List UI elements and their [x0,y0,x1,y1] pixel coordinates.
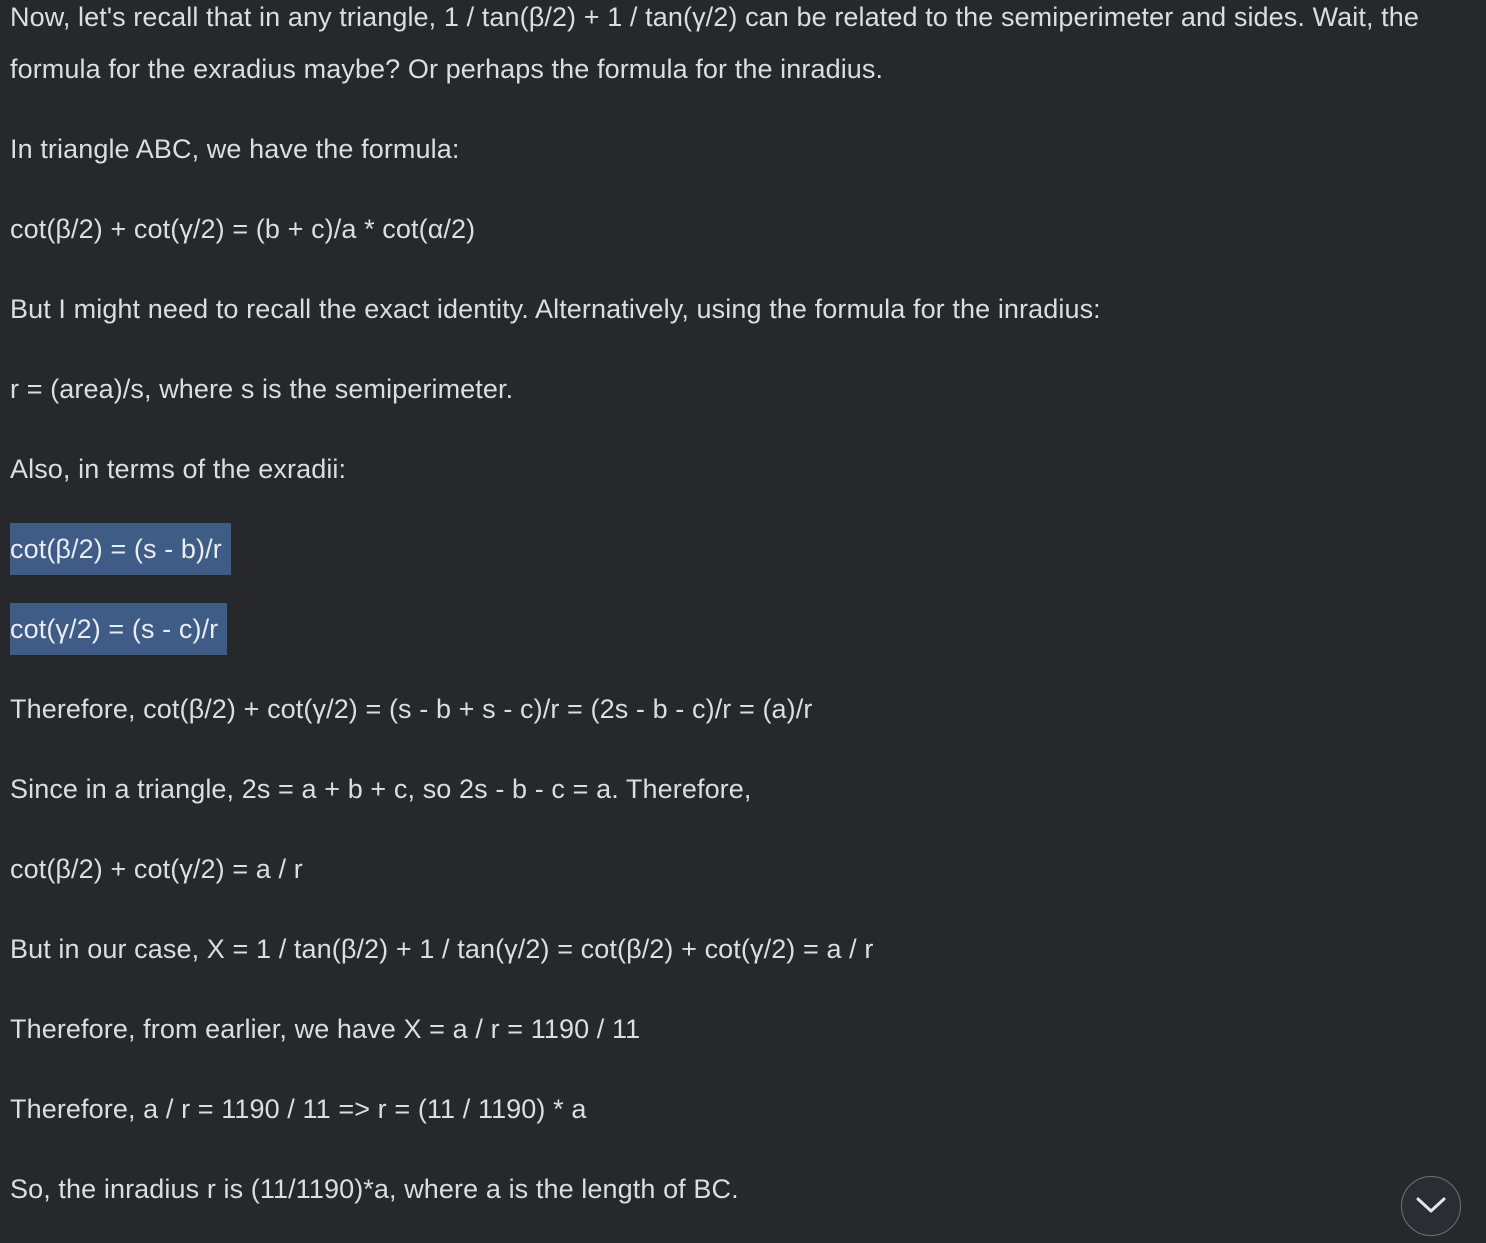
paragraph: Therefore, cot(β/2) + cot(γ/2) = (s - b + s - c)/r = (2s - b - c)/r = (a)/r [10,694,813,724]
paragraph: Therefore, from earlier, we have X = a / r = 1190 / 11 [10,1014,641,1044]
message-content [10,0,1476,1243]
highlighted-paragraph [10,603,1476,655]
paragraph: In triangle ABC, we have the formula: [10,134,460,164]
paragraph: Therefore, a / r = 1190 / 11 => r = (11 / 1190) * a [10,1094,587,1124]
paragraph: Also, in terms of the exradii: [10,454,347,484]
selected-text[interactable]: cot(β/2) = (s - b)/r [10,523,231,575]
scroll-to-bottom-button[interactable] [1401,1176,1461,1236]
paragraph: r = (area)/s, where s is the semiperimeter. [10,374,514,404]
paragraph: So, the inradius r is (11/1190)*a, where a is the length of BC. [10,1174,739,1204]
paragraph: But in our case, X = 1 / tan(β/2) + 1 / tan(γ/2) = cot(β/2) + cot(γ/2) = a / r [10,934,874,964]
paragraph: Now, let's recall that in any triangle, 1 / tan(β/2) + 1 / tan(γ/2) can be related to the semiperimeter and sides. Wait, the formula for the exradius maybe? Or perhaps the formula for the inradius. [10,2,1420,84]
paragraph: Since in a triangle, 2s = a + b + c, so 2s - b - c = a. Therefore, [10,774,752,804]
selected-text[interactable]: cot(γ/2) = (s - c)/r [10,603,227,655]
paragraph: But I might need to recall the exact identity. Alternatively, using the formula for the inradius: [10,294,1101,324]
paragraph: cot(β/2) + cot(γ/2) = (b + c)/a * cot(α/2) [10,214,476,244]
paragraph: cot(β/2) + cot(γ/2) = a / r [10,854,303,884]
highlighted-paragraph [10,523,1476,575]
chevron-down-icon [1415,1195,1447,1215]
